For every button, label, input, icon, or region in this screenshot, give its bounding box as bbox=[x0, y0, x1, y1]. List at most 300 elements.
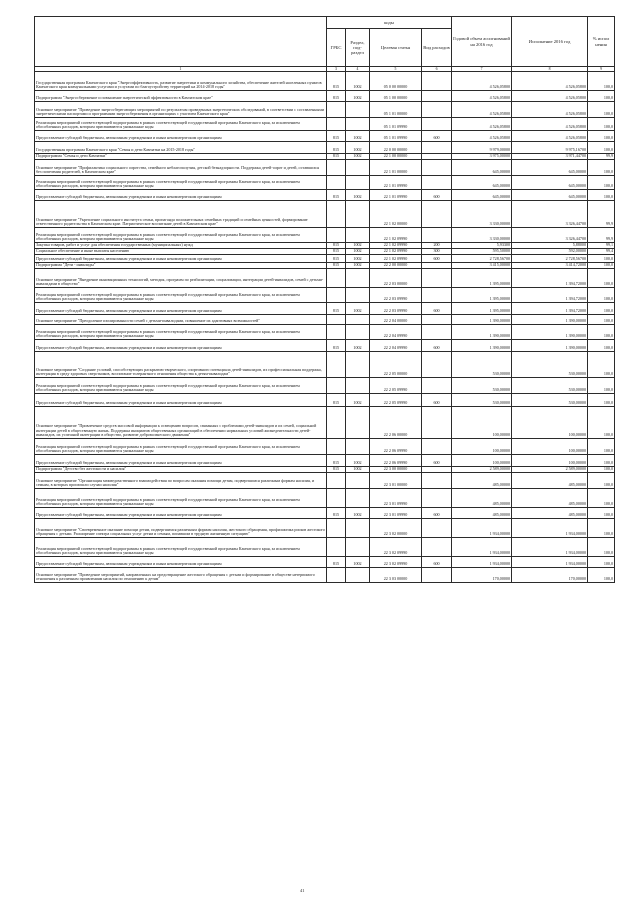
row-target-article: 22 1 02 09990 bbox=[370, 243, 422, 249]
row-grbs bbox=[327, 378, 346, 394]
row-razdel: 1002 bbox=[346, 557, 370, 568]
row-grbs bbox=[327, 352, 346, 378]
row-percent: 100,0 bbox=[588, 340, 615, 352]
row-razdel bbox=[346, 538, 370, 557]
row-razdel: 1002 bbox=[346, 243, 370, 249]
row-expense-type bbox=[422, 538, 452, 557]
row-annual-volume: 3 975,00000 bbox=[452, 154, 512, 160]
column-index: 9 bbox=[588, 67, 615, 72]
row-percent: 99,9 bbox=[588, 228, 615, 243]
header-grbs: ГРБС bbox=[327, 29, 346, 67]
row-annual-volume: 100,00000 bbox=[452, 439, 512, 455]
row-razdel: 1002 bbox=[346, 394, 370, 407]
row-description: Реализация мероприятий соответствующей подпрограммы в рамках соответствующей государственной программы Камчатского края, за исключением обособленных расходов, которым присваиваются уникальные коды bbox=[35, 176, 327, 190]
row-annual-volume: 3 330,00000 bbox=[452, 201, 512, 228]
row-target-article: 05 1 01 00000 bbox=[370, 102, 422, 118]
row-description: Основное мероприятие "Проведение энергосберегающих мероприятий по результатам проведенных энергетических обследований, в соответствии с составленными энергетическими паспортами и программами энергосбережения в организациях с участием Камчатского края" bbox=[35, 102, 327, 118]
row-percent: 100,0 bbox=[588, 288, 615, 303]
row-expense-type: 600 bbox=[422, 557, 452, 568]
row-description: Предоставление субсидий бюджетным, автономным учреждениям и иным некоммерческим организациям bbox=[35, 557, 327, 568]
row-description: Социальное обеспечение и иные выплаты населению bbox=[35, 249, 327, 255]
row-description: Основное мероприятие "Преодоление изолированности семей с детьми-инвалидами, повышение их адаптивных возможностей" bbox=[35, 315, 327, 325]
row-description: Предоставление субсидий бюджетным, автономным учреждениям и иным некоммерческим организациям bbox=[35, 455, 327, 467]
row-razdel: 1002 bbox=[346, 131, 370, 142]
table-row bbox=[35, 508, 615, 519]
row-description: Реализация мероприятий соответствующей подпрограммы в рамках соответствующей государственной программы Камчатского края, за исключением обособленных расходов, которым присваиваются уникальные коды bbox=[35, 378, 327, 394]
row-annual-volume: 1 395,00000 bbox=[452, 303, 512, 315]
row-annual-volume: 1 934,00000 bbox=[452, 557, 512, 568]
row-percent: 100,0 bbox=[588, 176, 615, 190]
row-annual-volume: 9 979,00000 bbox=[452, 142, 512, 154]
row-execution: 645,00000 bbox=[512, 176, 588, 190]
row-target-article: 22 1 02 09990 bbox=[370, 255, 422, 263]
row-grbs bbox=[327, 407, 346, 439]
row-razdel bbox=[346, 519, 370, 538]
row-expense-type bbox=[422, 201, 452, 228]
row-grbs bbox=[327, 176, 346, 190]
column-index: 8 bbox=[512, 67, 588, 72]
row-razdel bbox=[346, 160, 370, 176]
row-annual-volume: 530,00000 bbox=[452, 378, 512, 394]
row-percent: 100,0 bbox=[588, 439, 615, 455]
row-target-article: 05 1 01 09990 bbox=[370, 131, 422, 142]
row-target-article: 05 0 00 00000 bbox=[370, 72, 422, 91]
row-execution: 170,00000 bbox=[512, 568, 588, 583]
row-grbs bbox=[327, 160, 346, 176]
row-description: Реализация мероприятий соответствующей подпрограммы в рамках соответствующей государственной программы Камчатского края, за исключением обособленных расходов, которым присваиваются уникальные коды bbox=[35, 538, 327, 557]
row-grbs bbox=[327, 538, 346, 557]
row-percent: 100,0 bbox=[588, 315, 615, 325]
row-annual-volume: 5,93300 bbox=[452, 243, 512, 249]
row-razdel bbox=[346, 378, 370, 394]
row-description: Предоставление субсидий бюджетным, автономным учреждениям и иным некоммерческим организациям bbox=[35, 394, 327, 407]
row-expense-type: 600 bbox=[422, 131, 452, 142]
row-razdel: 1002 bbox=[346, 91, 370, 102]
row-annual-volume: 4 526,05800 bbox=[452, 118, 512, 131]
row-grbs: 815 bbox=[327, 72, 346, 91]
row-expense-type bbox=[422, 269, 452, 288]
row-razdel: 1002 bbox=[346, 263, 370, 269]
row-expense-type bbox=[422, 160, 452, 176]
row-razdel bbox=[346, 176, 370, 190]
row-annual-volume: 100,00000 bbox=[452, 407, 512, 439]
row-target-article: 05 1 01 09990 bbox=[370, 118, 422, 131]
row-percent: 100,0 bbox=[588, 303, 615, 315]
row-description: Закупка товаров, работ и услуг для обеспечения государственных (муниципальных) нужд bbox=[35, 243, 327, 249]
table-row bbox=[35, 473, 615, 489]
table-row bbox=[35, 190, 615, 201]
row-expense-type bbox=[422, 473, 452, 489]
row-razdel bbox=[346, 102, 370, 118]
row-razdel: 1002 bbox=[346, 142, 370, 154]
header-annual-volume: Годовой объем ассигнований на 2016 год bbox=[452, 17, 512, 67]
row-description: Подпрограмма "Энергосбережение и повышение энергетической эффективности в Камчатском крае" bbox=[35, 91, 327, 102]
row-grbs: 815 bbox=[327, 467, 346, 473]
row-target-article: 22 2 04 00000 bbox=[370, 315, 422, 325]
row-target-article: 22 3 02 00000 bbox=[370, 519, 422, 538]
row-execution: 1 390,00000 bbox=[512, 315, 588, 325]
row-expense-type bbox=[422, 519, 452, 538]
row-execution: 4 526,05800 bbox=[512, 131, 588, 142]
row-target-article: 22 2 03 00000 bbox=[370, 269, 422, 288]
row-percent: 100,0 bbox=[588, 352, 615, 378]
row-target-article: 22 3 03 00000 bbox=[370, 568, 422, 583]
table-row bbox=[35, 568, 615, 583]
row-execution: 485,00000 bbox=[512, 508, 588, 519]
row-annual-volume: 3 330,00000 bbox=[452, 228, 512, 243]
header-razdel: Раздел, под- раздел bbox=[346, 29, 370, 67]
row-annual-volume: 485,00000 bbox=[452, 489, 512, 508]
row-execution: 1 934,00000 bbox=[512, 557, 588, 568]
row-annual-volume: 4 526,05800 bbox=[452, 131, 512, 142]
table-row bbox=[35, 228, 615, 243]
row-target-article: 22 3 01 09990 bbox=[370, 508, 422, 519]
row-razdel: 1002 bbox=[346, 340, 370, 352]
row-description: Реализация мероприятий соответствующей подпрограммы в рамках соответствующей государственной программы Камчатского края, за исключением обособленных расходов, которым присваиваются уникальные коды bbox=[35, 439, 327, 455]
row-target-article: 05 1 00 00000 bbox=[370, 91, 422, 102]
table-row bbox=[35, 325, 615, 340]
row-annual-volume: 1 934,00000 bbox=[452, 538, 512, 557]
column-index: 4 bbox=[346, 67, 370, 72]
row-description: Подпрограмма "Дети - инвалиды" bbox=[35, 263, 327, 269]
header-codes-group: коды bbox=[327, 17, 452, 29]
column-index: 7 bbox=[452, 67, 512, 72]
row-expense-type bbox=[422, 489, 452, 508]
row-grbs: 815 bbox=[327, 557, 346, 568]
row-target-article: 22 2 04 09990 bbox=[370, 340, 422, 352]
row-percent: 100,0 bbox=[588, 72, 615, 91]
row-percent: 100,0 bbox=[588, 190, 615, 201]
row-execution: 4 526,05800 bbox=[512, 102, 588, 118]
row-description: Основное мероприятие "Внедрение инновационных технологий, методик, программ по реабилитации, социализации, интеграции детей-инвалидов, семей с детьми-инвалидами в общество" bbox=[35, 269, 327, 288]
row-razdel: 1002 bbox=[346, 190, 370, 201]
row-description: Основное мероприятие "Создание условий, способствующих раскрытию творческого, спортивного потенциала детей-инвалидов, их профессиональная поддержка, интеграция в среду здоровых сверстников, воспитание толерантного отношения общества к детям-инвалидам" bbox=[35, 352, 327, 378]
table-row bbox=[35, 538, 615, 557]
row-execution: 645,00000 bbox=[512, 190, 588, 201]
header-execution: Исполнение 2016 год bbox=[512, 17, 588, 67]
row-percent: 100,0 bbox=[588, 325, 615, 340]
table-row bbox=[35, 102, 615, 118]
table-row bbox=[35, 118, 615, 131]
table-row bbox=[35, 557, 615, 568]
row-grbs: 815 bbox=[327, 455, 346, 467]
row-razdel: 1002 bbox=[346, 72, 370, 91]
row-percent: 100,0 bbox=[588, 394, 615, 407]
budget-table bbox=[34, 16, 615, 583]
row-razdel: 1002 bbox=[346, 154, 370, 160]
row-description: Основное мероприятие "Проведение мероприятий, направленных на предотвращение жестокого обращения с детьми и формирование в обществе нетерпимого отношения к различным проявлениям насилия по отношению к детям" bbox=[35, 568, 327, 583]
row-expense-type: 600 bbox=[422, 455, 452, 467]
row-execution: 100,00000 bbox=[512, 439, 588, 455]
row-percent: 100,0 bbox=[588, 118, 615, 131]
row-description: Подпрограмма "Детство без жестокости и насилия" bbox=[35, 467, 327, 473]
row-razdel: 1002 bbox=[346, 255, 370, 263]
row-grbs bbox=[327, 102, 346, 118]
row-grbs bbox=[327, 315, 346, 325]
row-expense-type bbox=[422, 102, 452, 118]
row-grbs bbox=[327, 439, 346, 455]
row-grbs: 815 bbox=[327, 249, 346, 255]
row-percent: 100,0 bbox=[588, 160, 615, 176]
row-grbs: 815 bbox=[327, 263, 346, 269]
row-execution: 1 394,72000 bbox=[512, 303, 588, 315]
row-annual-volume: 485,00000 bbox=[452, 508, 512, 519]
page-number: 41 bbox=[300, 888, 305, 893]
row-target-article: 22 2 06 09990 bbox=[370, 455, 422, 467]
table-row bbox=[35, 378, 615, 394]
row-execution: 1 934,00000 bbox=[512, 519, 588, 538]
row-percent: 100,0 bbox=[588, 407, 615, 439]
row-description: Предоставление субсидий бюджетным, автономным учреждениям и иным некоммерческим организациям bbox=[35, 131, 327, 142]
row-annual-volume: 3 415,00000 bbox=[452, 263, 512, 269]
row-description: Реализация мероприятий соответствующей подпрограммы в рамках соответствующей государственной программы Камчатского края, за исключением обособленных расходов, которым присваиваются уникальные коды bbox=[35, 288, 327, 303]
row-percent: 99,1 bbox=[588, 243, 615, 249]
row-grbs: 815 bbox=[327, 131, 346, 142]
row-grbs: 815 bbox=[327, 394, 346, 407]
table-row bbox=[35, 340, 615, 352]
row-grbs bbox=[327, 118, 346, 131]
row-target-article: 22 0 00 00000 bbox=[370, 142, 422, 154]
row-expense-type bbox=[422, 439, 452, 455]
row-target-article: 22 3 02 09990 bbox=[370, 557, 422, 568]
row-razdel bbox=[346, 269, 370, 288]
column-index: 5 bbox=[370, 67, 422, 72]
table-row bbox=[35, 72, 615, 91]
row-grbs: 815 bbox=[327, 91, 346, 102]
row-target-article: 22 3 01 09990 bbox=[370, 489, 422, 508]
row-execution: 1 390,00000 bbox=[512, 340, 588, 352]
row-target-article: 22 1 01 09990 bbox=[370, 176, 422, 190]
row-target-article: 22 2 00 00000 bbox=[370, 263, 422, 269]
row-razdel bbox=[346, 407, 370, 439]
row-expense-type: 600 bbox=[422, 394, 452, 407]
row-percent: 100,0 bbox=[588, 131, 615, 142]
row-target-article: 22 1 00 00000 bbox=[370, 154, 422, 160]
row-razdel bbox=[346, 288, 370, 303]
row-expense-type bbox=[422, 91, 452, 102]
row-percent: 99,9 bbox=[588, 201, 615, 228]
row-percent: 100,0 bbox=[588, 91, 615, 102]
row-annual-volume: 1 390,00000 bbox=[452, 315, 512, 325]
row-description: Реализация мероприятий соответствующей подпрограммы в рамках соответствующей государственной программы Камчатского края, за исключением обособленных расходов, которым присваиваются уникальные коды bbox=[35, 118, 327, 131]
row-target-article: 22 2 05 09990 bbox=[370, 378, 422, 394]
row-target-article: 22 1 02 09990 bbox=[370, 249, 422, 255]
row-expense-type bbox=[422, 176, 452, 190]
row-target-article: 22 2 04 09990 bbox=[370, 325, 422, 340]
row-percent: 100,0 bbox=[588, 473, 615, 489]
table-row bbox=[35, 315, 615, 325]
row-grbs: 815 bbox=[327, 340, 346, 352]
row-execution: 2 589,00000 bbox=[512, 467, 588, 473]
row-expense-type: 600 bbox=[422, 255, 452, 263]
row-annual-volume: 530,00000 bbox=[452, 394, 512, 407]
row-annual-volume: 1 934,00000 bbox=[452, 519, 512, 538]
row-annual-volume: 2 589,00000 bbox=[452, 467, 512, 473]
row-description: Предоставление субсидий бюджетным, автономным учреждениям и иным некоммерческим организациям bbox=[35, 508, 327, 519]
row-expense-type bbox=[422, 407, 452, 439]
table-row bbox=[35, 407, 615, 439]
table-body bbox=[35, 72, 615, 583]
row-target-article: 22 1 01 00000 bbox=[370, 160, 422, 176]
row-grbs bbox=[327, 519, 346, 538]
table-row bbox=[35, 269, 615, 288]
row-razdel bbox=[346, 118, 370, 131]
table-row bbox=[35, 519, 615, 538]
row-description: Реализация мероприятий соответствующей подпрограммы в рамках соответствующей государственной программы Камчатского края, за исключением обособленных расходов, которым присваиваются уникальные коды bbox=[35, 228, 327, 243]
row-grbs bbox=[327, 269, 346, 288]
budget-sheet bbox=[34, 16, 614, 583]
row-execution: 9 975,16700 bbox=[512, 142, 588, 154]
row-expense-type bbox=[422, 352, 452, 378]
table-row bbox=[35, 303, 615, 315]
table-row bbox=[35, 352, 615, 378]
row-execution: 530,00000 bbox=[512, 352, 588, 378]
row-percent: 100,0 bbox=[588, 102, 615, 118]
row-razdel bbox=[346, 439, 370, 455]
row-target-article: 22 1 02 00000 bbox=[370, 201, 422, 228]
header-expense-type: Вид расходов bbox=[422, 29, 452, 67]
row-annual-volume: 1 395,00000 bbox=[452, 288, 512, 303]
column-index: 6 bbox=[422, 67, 452, 72]
row-execution: 3 971,44700 bbox=[512, 154, 588, 160]
row-target-article: 22 3 01 00000 bbox=[370, 473, 422, 489]
row-percent: 100,0 bbox=[588, 557, 615, 568]
row-description: Подпрограмма "Семья и дети Камчатки" bbox=[35, 154, 327, 160]
row-description: Основное мероприятие "Своевременное оказание помощи детям, подвергшимся различным формам насилия, жестокого обращения, профилактика рисков жестокого обращения с детьми. Расширение спектра социальных услуг детям и семьям, попавшим в трудную жизненную ситуацию" bbox=[35, 519, 327, 538]
row-razdel bbox=[346, 473, 370, 489]
row-description: Реализация мероприятий соответствующей подпрограммы в рамках соответствующей государственной программы Камчатского края, за исключением обособленных расходов, которым присваиваются уникальные коды bbox=[35, 325, 327, 340]
row-grbs: 815 bbox=[327, 190, 346, 201]
row-expense-type: 300 bbox=[422, 249, 452, 255]
row-execution: 5,88000 bbox=[512, 243, 588, 249]
row-percent: 100,0 bbox=[588, 455, 615, 467]
row-execution: 530,00000 bbox=[512, 378, 588, 394]
row-grbs bbox=[327, 489, 346, 508]
row-razdel: 1002 bbox=[346, 467, 370, 473]
row-grbs bbox=[327, 568, 346, 583]
row-annual-volume: 645,00000 bbox=[452, 160, 512, 176]
row-grbs: 815 bbox=[327, 255, 346, 263]
row-target-article: 22 3 00 00000 bbox=[370, 467, 422, 473]
row-expense-type: 600 bbox=[422, 190, 452, 201]
row-percent: 100,0 bbox=[588, 378, 615, 394]
row-expense-type bbox=[422, 72, 452, 91]
row-expense-type bbox=[422, 228, 452, 243]
row-razdel: 1002 bbox=[346, 303, 370, 315]
row-execution: 4 526,05800 bbox=[512, 91, 588, 102]
row-razdel: 1002 bbox=[346, 508, 370, 519]
row-grbs bbox=[327, 228, 346, 243]
row-percent: 100,0 bbox=[588, 508, 615, 519]
table-header bbox=[35, 17, 615, 72]
row-razdel bbox=[346, 568, 370, 583]
row-description: Государственная программа Камчатского края "Семья и дети Камчатки на 2015-2018 годы" bbox=[35, 142, 327, 154]
row-annual-volume: 485,00000 bbox=[452, 473, 512, 489]
row-annual-volume: 100,00000 bbox=[452, 455, 512, 467]
row-description: Государственная программа Камчатского края "Энергоэффективность, развитие энергетики и коммунального хозяйства, обеспечение жителей населенных пунктов Камчатского края коммунальными услугами и услугами по благоустройству территорий на 2014-2018 годы" bbox=[35, 72, 327, 91]
row-annual-volume: 4 526,05800 bbox=[452, 91, 512, 102]
table-row bbox=[35, 176, 615, 190]
row-execution: 1 394,72000 bbox=[512, 269, 588, 288]
row-grbs bbox=[327, 288, 346, 303]
row-razdel bbox=[346, 489, 370, 508]
row-expense-type bbox=[422, 142, 452, 154]
row-expense-type: 600 bbox=[422, 508, 452, 519]
header-name-cell bbox=[35, 17, 327, 67]
row-execution: 100,00000 bbox=[512, 407, 588, 439]
table-row bbox=[35, 439, 615, 455]
row-percent: 99,4 bbox=[588, 249, 615, 255]
row-execution: 1 934,00000 bbox=[512, 538, 588, 557]
table-row bbox=[35, 255, 615, 263]
row-percent: 99,9 bbox=[588, 154, 615, 160]
row-expense-type bbox=[422, 315, 452, 325]
row-razdel: 1002 bbox=[346, 455, 370, 467]
row-percent: 100,0 bbox=[588, 489, 615, 508]
row-percent: 100,0 bbox=[588, 255, 615, 263]
row-target-article: 22 2 05 09990 bbox=[370, 394, 422, 407]
row-annual-volume: 2 728,56700 bbox=[452, 255, 512, 263]
row-description: Основное мероприятие "Укрепление социального института семьи, пропаганда положительных семейных традиций и семейных ценностей, формирование ответственного родительства в Камчатском крае. Патриотическое воспитание детей в Камчатском крае" bbox=[35, 201, 327, 228]
header-percent: % испол нения bbox=[588, 17, 615, 67]
row-razdel: 1002 bbox=[346, 249, 370, 255]
row-grbs bbox=[327, 473, 346, 489]
row-target-article: 22 1 02 09990 bbox=[370, 228, 422, 243]
row-percent: 100,0 bbox=[588, 269, 615, 288]
row-percent: 100,0 bbox=[588, 263, 615, 269]
row-razdel bbox=[346, 352, 370, 378]
row-grbs bbox=[327, 201, 346, 228]
row-target-article: 22 2 03 09990 bbox=[370, 303, 422, 315]
row-razdel bbox=[346, 325, 370, 340]
row-razdel bbox=[346, 228, 370, 243]
row-description: Реализация мероприятий соответствующей подпрограммы в рамках соответствующей государственной программы Камчатского края, за исключением обособленных расходов, которым присваиваются уникальные коды bbox=[35, 489, 327, 508]
row-target-article: 22 2 06 09990 bbox=[370, 439, 422, 455]
table-row bbox=[35, 131, 615, 142]
row-description: Основное мероприятие "Профилактика социального сиротства, семейного неблагополучия, детской безнадзорности. Поддержка детей-сирот и детей, оставшихся без попечения родителей, в Камчатском крае" bbox=[35, 160, 327, 176]
row-target-article: 22 2 03 09990 bbox=[370, 288, 422, 303]
row-annual-volume: 1 390,00000 bbox=[452, 325, 512, 340]
row-annual-volume: 170,00000 bbox=[452, 568, 512, 583]
table-row bbox=[35, 142, 615, 154]
row-execution: 100,00000 bbox=[512, 455, 588, 467]
row-percent: 100,0 bbox=[588, 538, 615, 557]
row-percent: 100,0 bbox=[588, 142, 615, 154]
row-execution: 3 326,44700 bbox=[512, 201, 588, 228]
row-expense-type bbox=[422, 325, 452, 340]
row-grbs: 815 bbox=[327, 508, 346, 519]
row-grbs: 815 bbox=[327, 154, 346, 160]
row-execution: 2 728,56700 bbox=[512, 255, 588, 263]
row-razdel bbox=[346, 201, 370, 228]
row-execution: 3 414,72000 bbox=[512, 263, 588, 269]
row-target-article: 22 1 01 09990 bbox=[370, 190, 422, 201]
row-execution: 645,00000 bbox=[512, 160, 588, 176]
row-execution: 592,00000 bbox=[512, 249, 588, 255]
row-expense-type: 600 bbox=[422, 303, 452, 315]
row-expense-type bbox=[422, 568, 452, 583]
row-description: Предоставление субсидий бюджетным, автономным учреждениям и иным некоммерческим организациям bbox=[35, 303, 327, 315]
row-percent: 100,0 bbox=[588, 519, 615, 538]
row-grbs bbox=[327, 325, 346, 340]
row-execution: 1 390,00000 bbox=[512, 325, 588, 340]
table-row bbox=[35, 394, 615, 407]
row-expense-type: 200 bbox=[422, 243, 452, 249]
row-description: Основное мероприятие "Организация межведомственного взаимодействия по вопросам оказания помощи детям, подвергшимся различным формам насилия, и семьям, в которых произошли случаи насилия" bbox=[35, 473, 327, 489]
row-annual-volume: 645,00000 bbox=[452, 190, 512, 201]
table-row bbox=[35, 91, 615, 102]
row-razdel bbox=[346, 315, 370, 325]
